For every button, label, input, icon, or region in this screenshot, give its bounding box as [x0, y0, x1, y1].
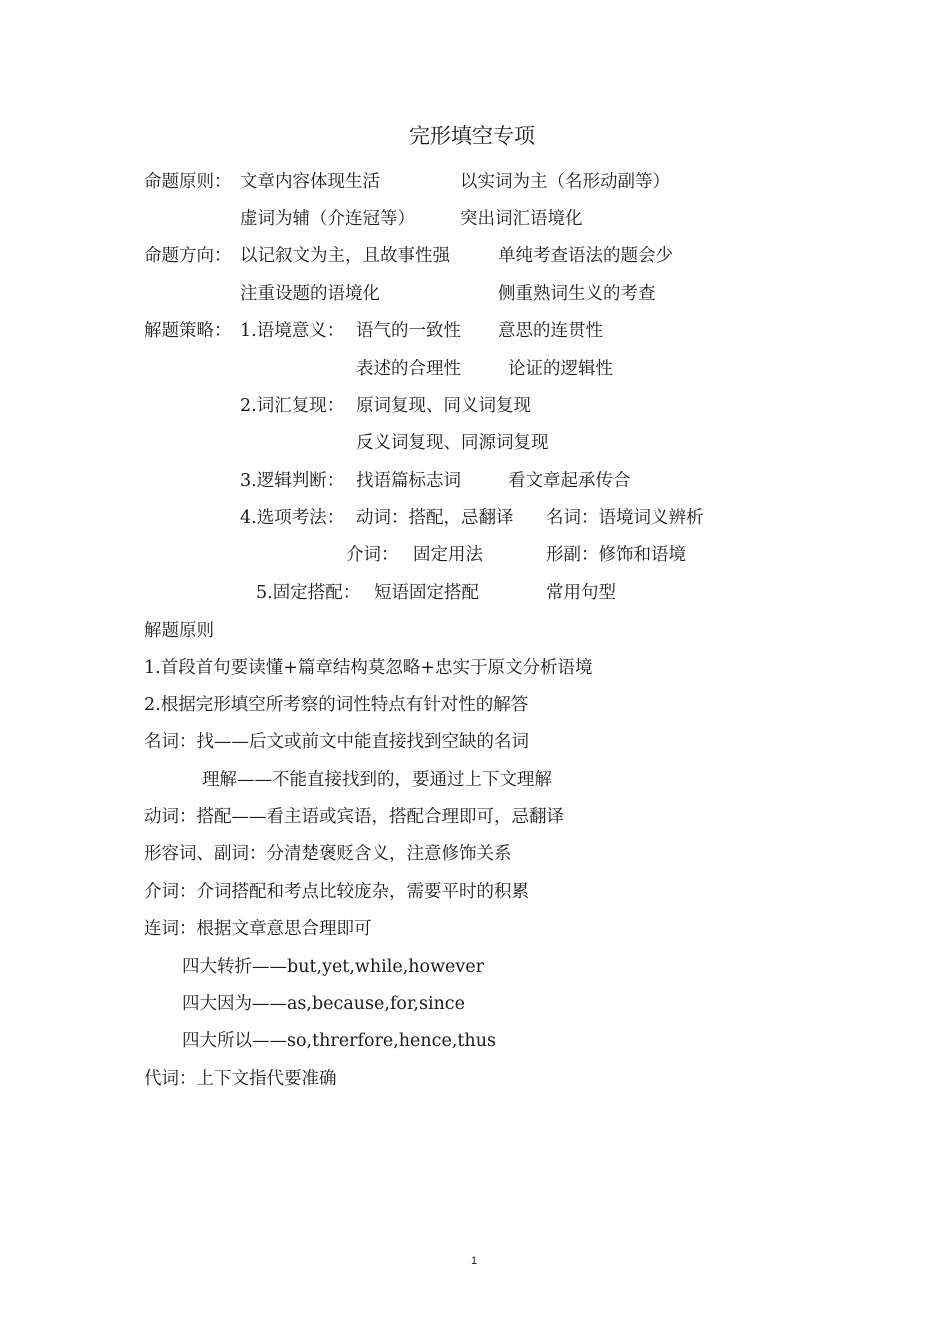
- rules-conj-item: 四大因为——as,because,for,since: [182, 994, 465, 1014]
- principles-label: 命题原则：: [144, 172, 232, 192]
- strategy-item: 反义词复现、同源词复现: [356, 433, 549, 453]
- rules-adj-adv: 形容词、副词：分清楚褒贬含义，注意修饰关系: [144, 844, 512, 864]
- direction-item: 侧重熟词生义的考查: [498, 284, 656, 304]
- strategy-3-head: 3.逻辑判断：: [240, 471, 345, 491]
- strategy-item: 短语固定搭配: [374, 583, 479, 603]
- principles-item: 突出词汇语境化: [460, 209, 583, 229]
- rules-conj: 连词：根据文章意思合理即可: [144, 919, 372, 939]
- strategy-item: 意思的连贯性: [498, 321, 603, 341]
- strategy-item: 动词：搭配，忌翻译: [356, 508, 514, 528]
- principles-item: 以实词为主（名形动副等）: [460, 172, 670, 192]
- rules-verb: 动词：搭配——看主语或宾语，搭配合理即可，忌翻译: [144, 807, 564, 827]
- page-title: 完形填空专项: [409, 124, 535, 148]
- direction-item: 单纯考查语法的题会少: [498, 246, 673, 266]
- strategy-item: 原词复现、同义词复现: [356, 396, 531, 416]
- rules-noun: 名词：找——后文或前文中能直接找到空缺的名词: [144, 732, 529, 752]
- page-number: 1: [471, 1255, 478, 1267]
- direction-label: 命题方向：: [144, 246, 232, 266]
- strategy-item: 介词：: [346, 545, 399, 565]
- strategy-label: 解题策略：: [144, 321, 232, 341]
- rules-heading: 解题原则: [144, 621, 214, 641]
- strategy-item: 看文章起承传合: [508, 471, 631, 491]
- direction-item: 以记叙文为主，且故事性强: [240, 246, 450, 266]
- rules-prep: 介词：介词搭配和考点比较庞杂，需要平时的积累: [144, 882, 529, 902]
- strategy-item: 形副：修饰和语境: [546, 545, 686, 565]
- strategy-item: 语气的一致性: [356, 321, 461, 341]
- strategy-4-head: 4.选项考法：: [240, 508, 345, 528]
- strategy-1-head: 1.语境意义：: [240, 321, 345, 341]
- principles-item: 虚词为辅（介连冠等）: [240, 209, 415, 229]
- strategy-item: 常用句型: [546, 583, 616, 603]
- rules-noun-2: 理解——不能直接找到的，要通过上下文理解: [202, 770, 552, 790]
- strategy-item: 固定用法: [413, 545, 483, 565]
- strategy-2-head: 2.词汇复现：: [240, 396, 345, 416]
- strategy-item: 找语篇标志词: [356, 471, 461, 491]
- rules-line: 1.首段首句要读懂+篇章结构莫忽略+忠实于原文分析语境: [144, 658, 593, 678]
- rules-line: 2.根据完形填空所考察的词性特点有针对性的解答: [144, 695, 529, 715]
- strategy-5-head: 5.固定搭配：: [256, 583, 361, 603]
- direction-item: 注重设题的语境化: [240, 284, 380, 304]
- rules-conj-item: 四大所以——so,threrfore,hence,thus: [182, 1031, 496, 1051]
- rules-conj-item: 四大转折——but,yet,while,however: [182, 957, 485, 977]
- rules-pron: 代词：上下文指代要准确: [144, 1069, 337, 1089]
- strategy-item: 名词：语境词义辨析: [546, 508, 704, 528]
- strategy-item: 论证的逻辑性: [508, 359, 613, 379]
- principles-item: 文章内容体现生活: [240, 172, 380, 192]
- strategy-item: 表述的合理性: [356, 359, 461, 379]
